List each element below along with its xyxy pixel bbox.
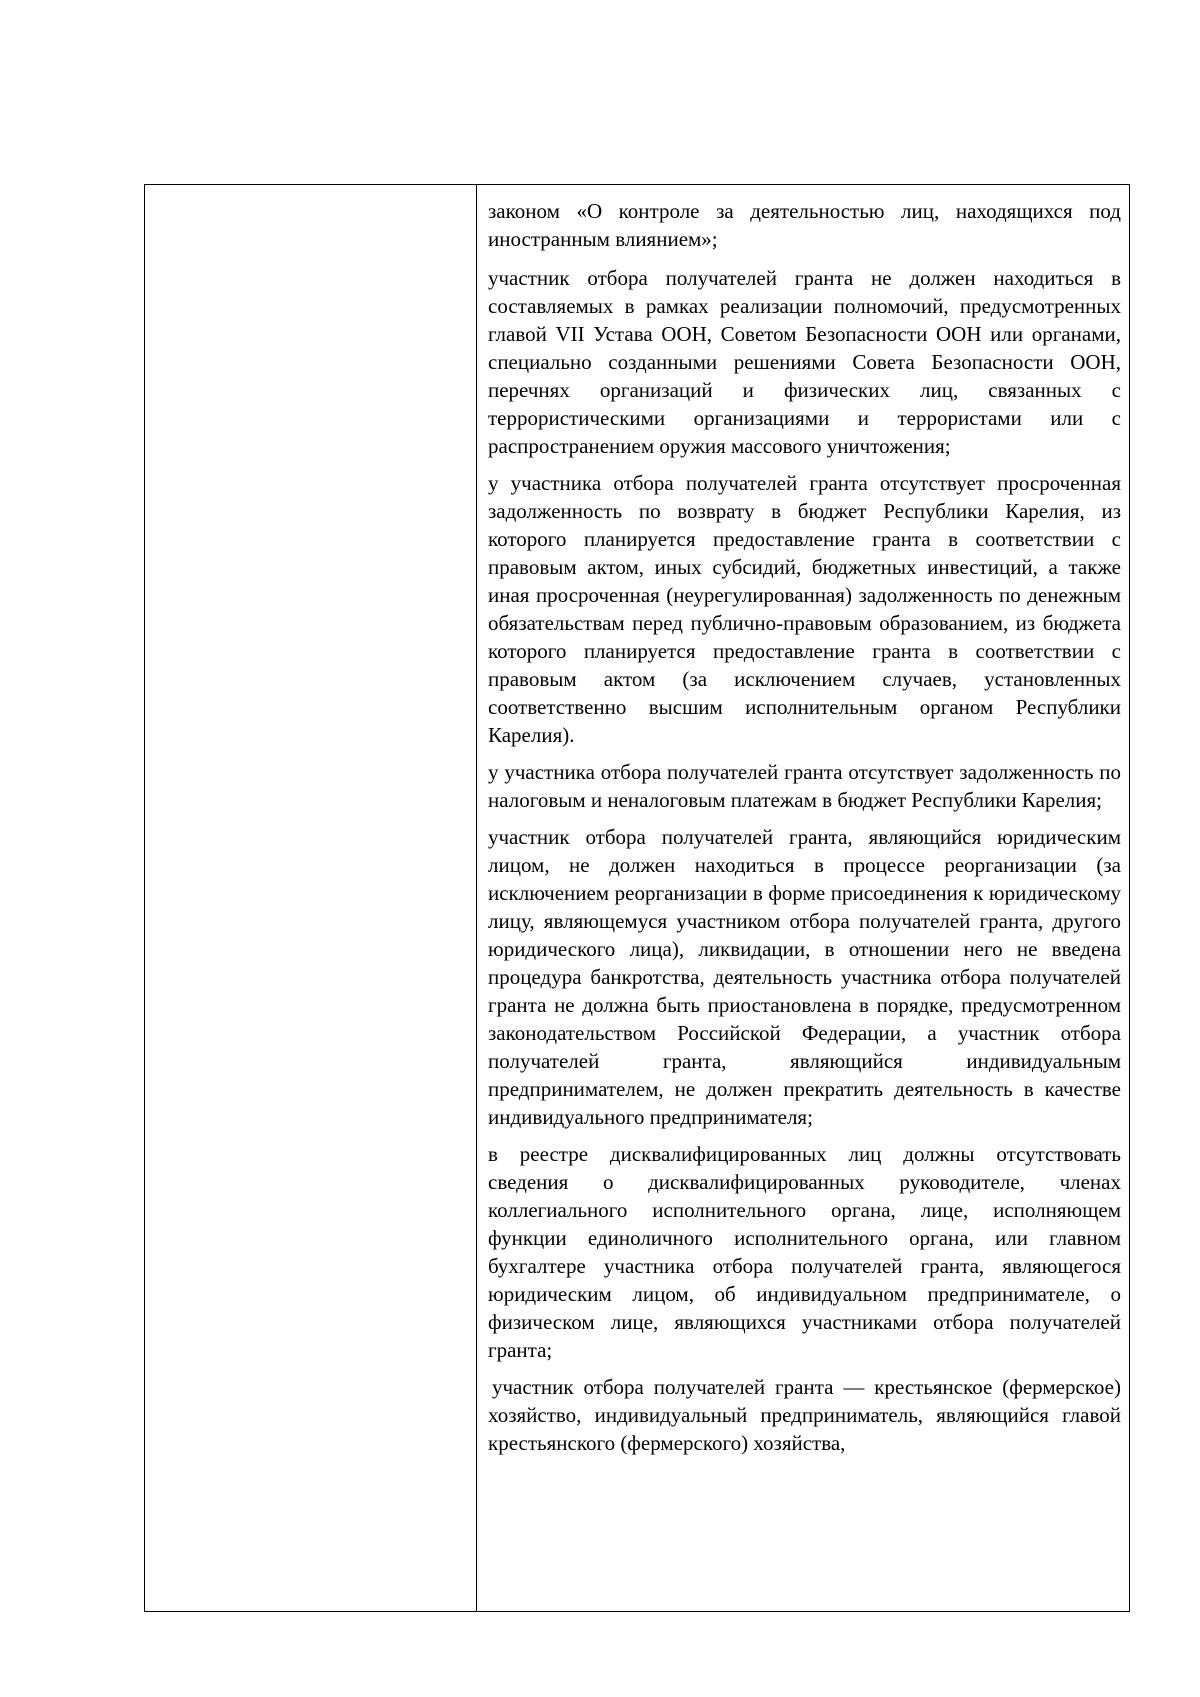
table-right-cell [477, 185, 1129, 1611]
paragraph-farm-enterprise: участник отбора получателей гранта — крестьянское (фермерское) хозяйство, индивидуальный предприниматель, являющийся главой крестьянского (фермерского) хозяйства, [488, 1375, 1121, 1455]
paragraph-overdue-debt: у участника отбора получателей гранта отсутствует просроченная задолженность по возврату в бюджет Республики Карелия, из которого планируется предоставление гранта в соответствии с правовым актом, иных субсидий, бюджетных инвестиций, а также иная просроченная (неурегулированная) задолженность по денежным обязательствам перед публично-правовым образованием, из бюджета которого планируется предоставление гранта в соответствии с правовым актом (за исключением случаев, установленных соответственно высшим исполнительным органом Республики Карелия). [488, 471, 1121, 747]
document-table [144, 184, 1130, 1612]
paragraph-un-sanctions-lists: участник отбора получателей гранта не должен находиться в составляемых в рамках реализации полномочий, предусмотренных главой VII Устава ООН, Советом Безопасности ООН или органами, специально созданными решениями Совета Безопасности ООН, перечнях организаций и физических лиц, связанных с террористическими организациями и террористами или с распространением оружия массового уничтожения; [488, 266, 1121, 458]
table-left-cell [145, 185, 477, 1611]
paragraph-reorganization-liquidation: участник отбора получателей гранта, являющийся юридическим лицом, не должен находиться в процессе реорганизации (за исключением реорганизации в форме присоединения к юридическому лицу, являющемуся участником отбора получателей гранта, другого юридического лица), ликвидации, в отношении него не введена процедура банкротства, деятельность участника отбора получателей гранта не должна быть приостановлена в порядке, предусмотренном законодательством Российской Федерации, а участник отбора получателей гранта, являющийся индивидуальным предпринимателем, не должен прекратить деятельность в качестве индивидуального предпринимателя; [488, 825, 1121, 1129]
paragraph-disqualified-persons: в реестре дисквалифицированных лиц должны отсутствовать сведения о дисквалифицированных руководителе, членах коллегиального исполнительного органа, лице, исполняющем функции единоличного исполнительного органа, или главном бухгалтере участника отбора получателей гранта, являющегося юридическим лицом, об индивидуальном предпринимателе, о физическом лице, являющихся участниками отбора получателей гранта; [488, 1142, 1121, 1362]
paragraph-tax-debt: у участника отбора получателей гранта отсутствует задолженность по налоговым и неналоговым платежам в бюджет Республики Карелия; [488, 760, 1121, 812]
paragraph-foreign-influence-law: законом «О контроле за деятельностью лиц, находящихся под иностранным влиянием»; [488, 199, 1121, 251]
